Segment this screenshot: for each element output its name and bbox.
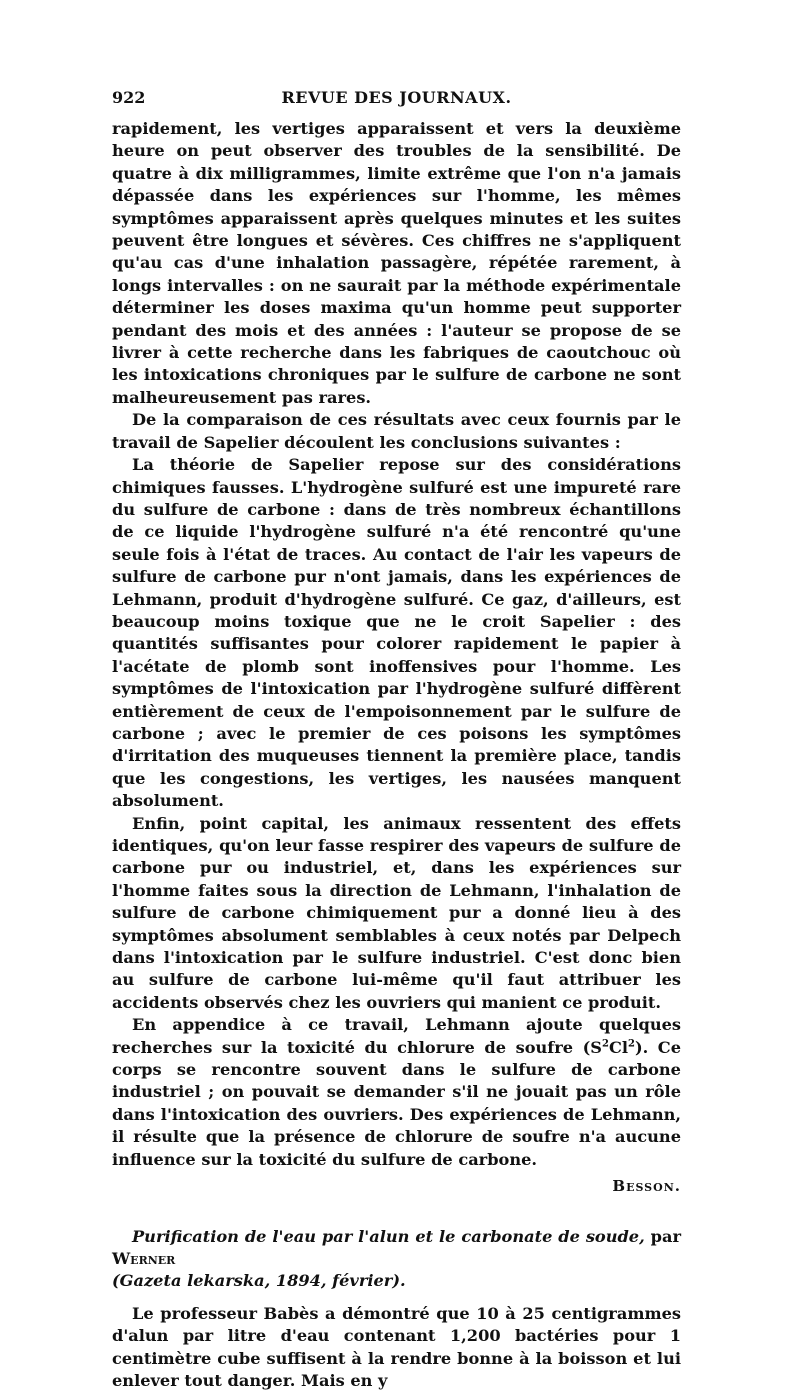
section-title (112, 1226, 681, 1293)
text-run: En appendice à ce travail, Lehmann ajoute quelques recherches sur la toxicité du chlorure de soufre (S (112, 1015, 681, 1057)
paragraph: Enfin, point capital, les animaux ressentent des effets identiques, qu'on leur fasse respirer des vapeurs de sulfure de carbone pur ou industriel, et, dans les expériences sur l'homme faites sous la direction de Lehmann, l'inhalation de sulfure de carbone chimiquement pur a donné lieu à des symptômes absolument semblables à ceux notés par Delpech dans l'intoxication par le sulfure industriel. C'est donc bien au sulfure de carbone lui-même qu'il faut attribuer les accidents observés chez les ouvriers qui manient ce produit. (112, 813, 681, 1012)
page-header (112, 88, 681, 118)
paragraph: rapidement, les vertiges apparaissent et vers la deuxième heure on peut observer des troubles de la sensibilité. De quatre à dix milligrammes, limite extrême que l'on n'a jamais dépassée dans les expériences sur l'homme, les mêmes symptômes apparaissent après quelques minutes et les suites peuvent être longues et sévères. Ces chiffres ne s'appliquent qu'au cas d'une inhalation passagère, répétée rarement, à longs intervalles : on ne saurait par la méthode expérimentale déterminer les doses maxima qu'un homme peut supporter pendant des mois et des années : l'auteur se propose de se livrer à cette recherche dans les fabriques de caoutchouc où les intoxications chroniques par le sulfure de carbone ne sont malheureusement pas rares. (112, 119, 681, 407)
superscript: 2 (627, 1038, 635, 1050)
page-number: 922 (112, 88, 146, 107)
article-body (112, 118, 681, 1392)
paragraph: De la comparaison de ces résultats avec ceux fournis par le travail de Sapelier découlent les conclusions suivantes : (112, 410, 681, 452)
title-author: Werner (112, 1248, 176, 1268)
paragraph: Le professeur Babès a démontré que 10 à 25 centigrammes d'alun par litre d'eau contenant 1,200 bactéries pour 1 centimètre cube suffisent à la rendre bonne à la boisson et lui enlever tout danger. Mais en y (112, 1303, 681, 1390)
text-run: Cl (608, 1037, 628, 1057)
title-par: par (644, 1226, 681, 1246)
paragraph (112, 1014, 681, 1171)
superscript: 2 (601, 1038, 609, 1050)
paragraph: La théorie de Sapelier repose sur des considérations chimiques fausses. L'hydrogène sulfuré est une impureté rare du sulfure de carbone : dans de très nombreux échantillons de ce liquide l'hydrogène sulfuré n'a été rencontré qu'une seule fois à l'état de traces. Au contact de l'air les vapeurs de sulfure de carbone pur n'ont jamais, dans les expériences de Lehmann, produit d'hydrogène sulfuré. Ce gaz, d'ailleurs, est beaucoup moins toxique que ne le croit Sapelier : des quantités suffisantes pour colorer rapidement le papier à l'acétate de plomb sont inoffensives pour l'homme. Les symptômes de l'intoxication par l'hydrogène sulfuré diffèrent entièrement de ceux de l'empoisonnement par le sulfure de carbone ; avec le premier de ces poisons les symptômes d'irritation des muqueuses tiennent la première place, tandis que les congestions, les vertiges, les nausées manquent absolument. (112, 455, 681, 811)
text-run: ). Ce corps se rencontre souvent dans le sulfure de carbone industriel ; on pouvait se demander s'il ne jouait pas un rôle dans l'intoxication des ouvriers. Des expériences de Lehmann, il résulte que la présence de chlorure de soufre n'a aucune influence sur la toxicité du sulfure de carbone. (112, 1037, 681, 1169)
author-signature: Besson. (612, 1177, 681, 1196)
title-italic: Purification de l'eau par l'alun et le carbonate de soude, (132, 1226, 645, 1246)
page (112, 88, 681, 1392)
running-title: REVUE DES JOURNAUX. (281, 88, 512, 107)
title-reference: (Gazeta lekarska, 1894, février). (112, 1271, 406, 1291)
